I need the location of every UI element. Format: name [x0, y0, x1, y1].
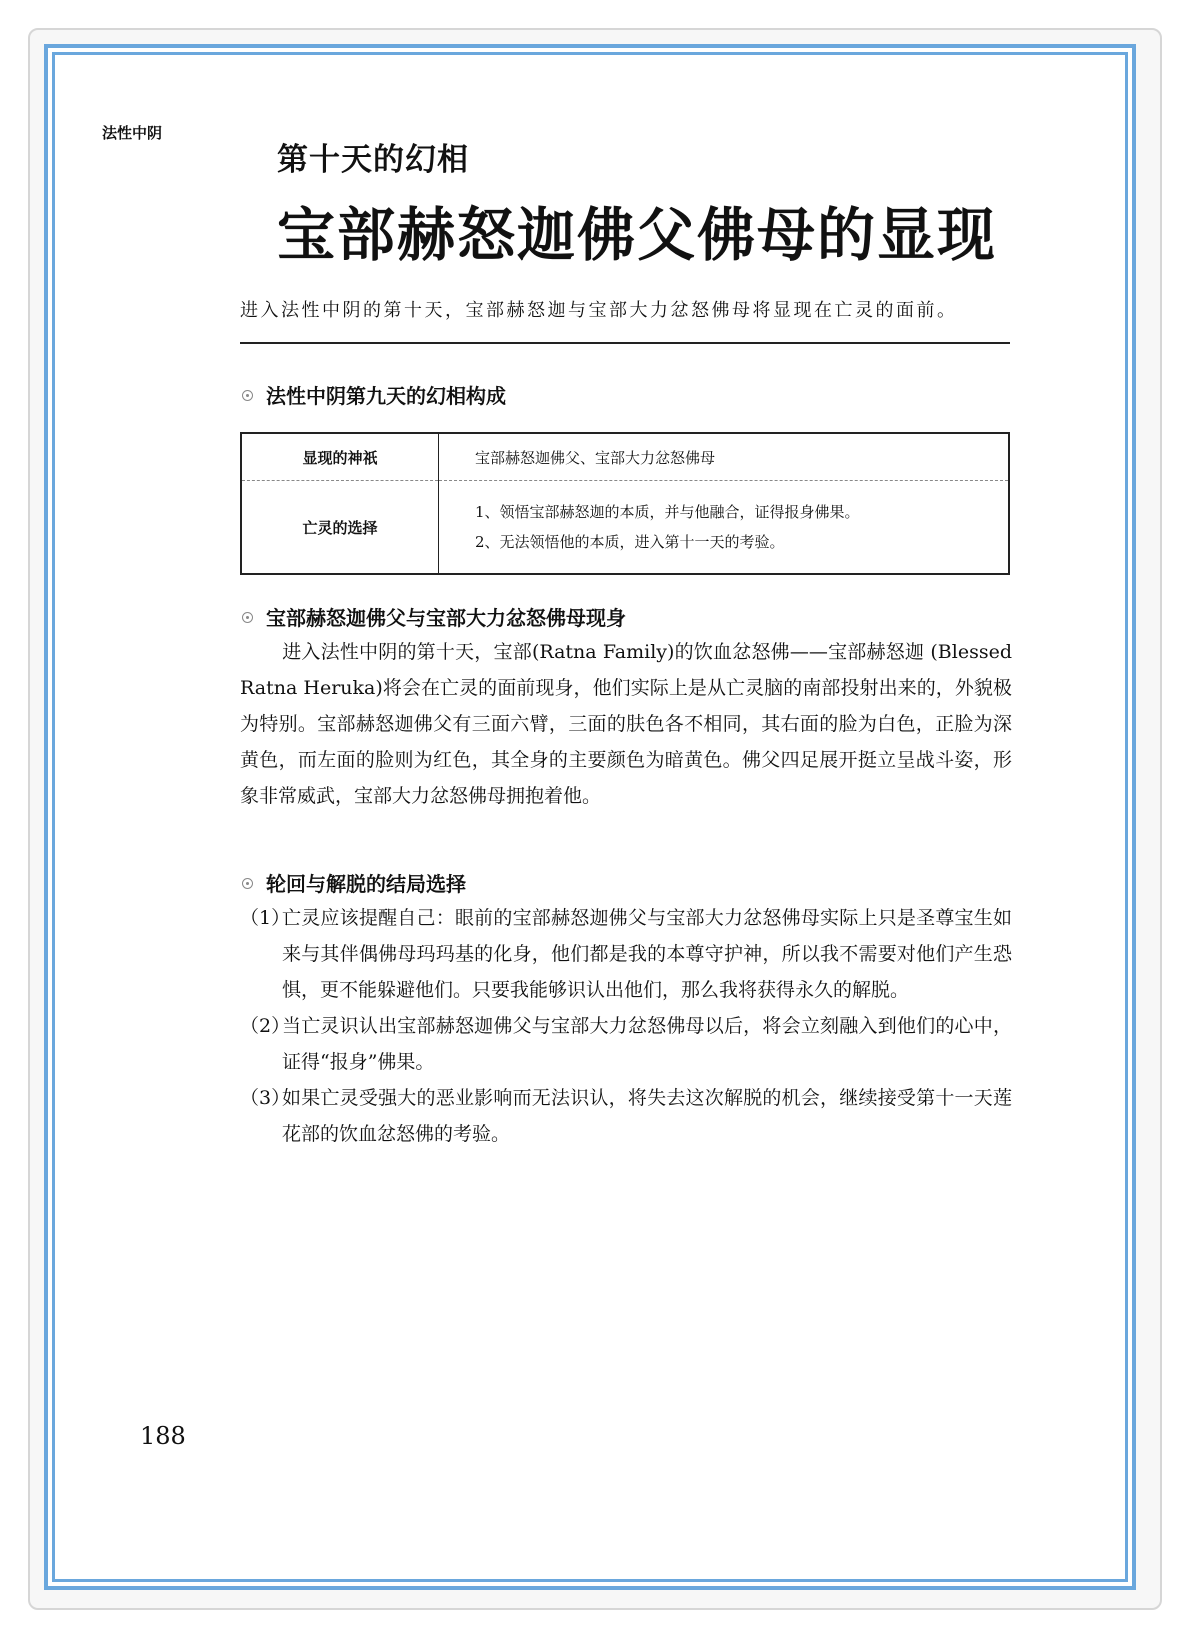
table-row — [241, 481, 1009, 575]
chapter-subtitle: 第十天的幻相 — [277, 142, 469, 178]
list-number: （2） — [240, 1015, 291, 1037]
list-text: 亡灵应该提醒自己：眼前的宝部赫怒迦佛父与宝部大力忿怒佛母实际上只是圣尊宝生如来与其伴偶佛母玛玛基的化身，他们都是我的本尊守护神，所以我不需要对他们产生恐惧，更不能躲避他们。只要我能够识认出他们，那么我将获得永久的解脱。 — [282, 907, 1012, 1001]
page-border-inner — [52, 52, 1128, 1582]
bullet-icon — [240, 388, 254, 402]
body-paragraph — [240, 634, 1012, 814]
table-row — [241, 433, 1009, 481]
list-number: （1） — [240, 907, 291, 929]
paragraph-text: 进入法性中阴的第十天，宝部(Ratna Family)的饮血忿怒佛——宝部赫怒迦 (Blessed Ratna Heruka)将会在亡灵的面前现身，他们实际上是从亡灵脑的南部投射出来的，外貌极为特别。宝部赫怒迦佛父有三面六臂，三面的肤色各不相同，其右面的脸为白色，正脸为深黄色，而左面的脸则为红色，其全身的主要颜色为暗黄色。佛父四足展开挺立呈战斗姿，形象非常威武，宝部大力忿怒佛母拥抱着他。 — [240, 641, 1012, 807]
section-heading-choices — [240, 868, 466, 897]
intro-text: 进入法性中阴的第十天，宝部赫怒迦与宝部大力忿怒佛母将显现在亡灵的面前。 — [240, 300, 958, 321]
list-text: 如果亡灵受强大的恶业影响而无法识认，将失去这次解脱的机会，继续接受第十一天莲花部的饮血忿怒佛的考验。 — [282, 1087, 1012, 1145]
list-item — [240, 1008, 1012, 1080]
table-value-choices — [439, 481, 1010, 575]
table-label-choices: 亡灵的选择 — [241, 481, 439, 575]
bullet-icon — [240, 876, 254, 890]
page-number: 188 — [140, 1422, 186, 1450]
section-heading-text: 法性中阴第九天的幻相构成 — [266, 384, 506, 408]
list-number: （3） — [240, 1087, 291, 1109]
table-value-deities: 宝部赫怒迦佛父、宝部大力忿怒佛母 — [439, 433, 1010, 481]
section-heading-appearance — [240, 602, 626, 631]
table-label-deities: 显现的神祇 — [241, 433, 439, 481]
vision-table — [240, 432, 1010, 575]
list-item — [240, 1080, 1012, 1152]
divider-rule — [240, 342, 1010, 344]
section-heading-structure — [240, 380, 506, 409]
list-text: 当亡灵识认出宝部赫怒迦佛父与宝部大力忿怒佛母以后，将会立刻融入到他们的心中，证得“报身”佛果。 — [282, 1015, 1012, 1073]
running-head: 法性中阴 — [102, 124, 163, 142]
bullet-icon — [240, 610, 254, 624]
choice-list — [240, 900, 1012, 1152]
page-title: 宝部赫怒迦佛父佛母的显现 — [277, 201, 998, 269]
section-heading-text: 轮回与解脱的结局选择 — [266, 872, 466, 896]
choice-item: 2、无法领悟他的本质，进入第十一天的考验。 — [475, 533, 785, 551]
section-heading-text: 宝部赫怒迦佛父与宝部大力忿怒佛母现身 — [266, 606, 626, 630]
choice-item: 1、领悟宝部赫怒迦的本质，并与他融合，证得报身佛果。 — [475, 503, 860, 521]
list-item — [240, 900, 1012, 1008]
